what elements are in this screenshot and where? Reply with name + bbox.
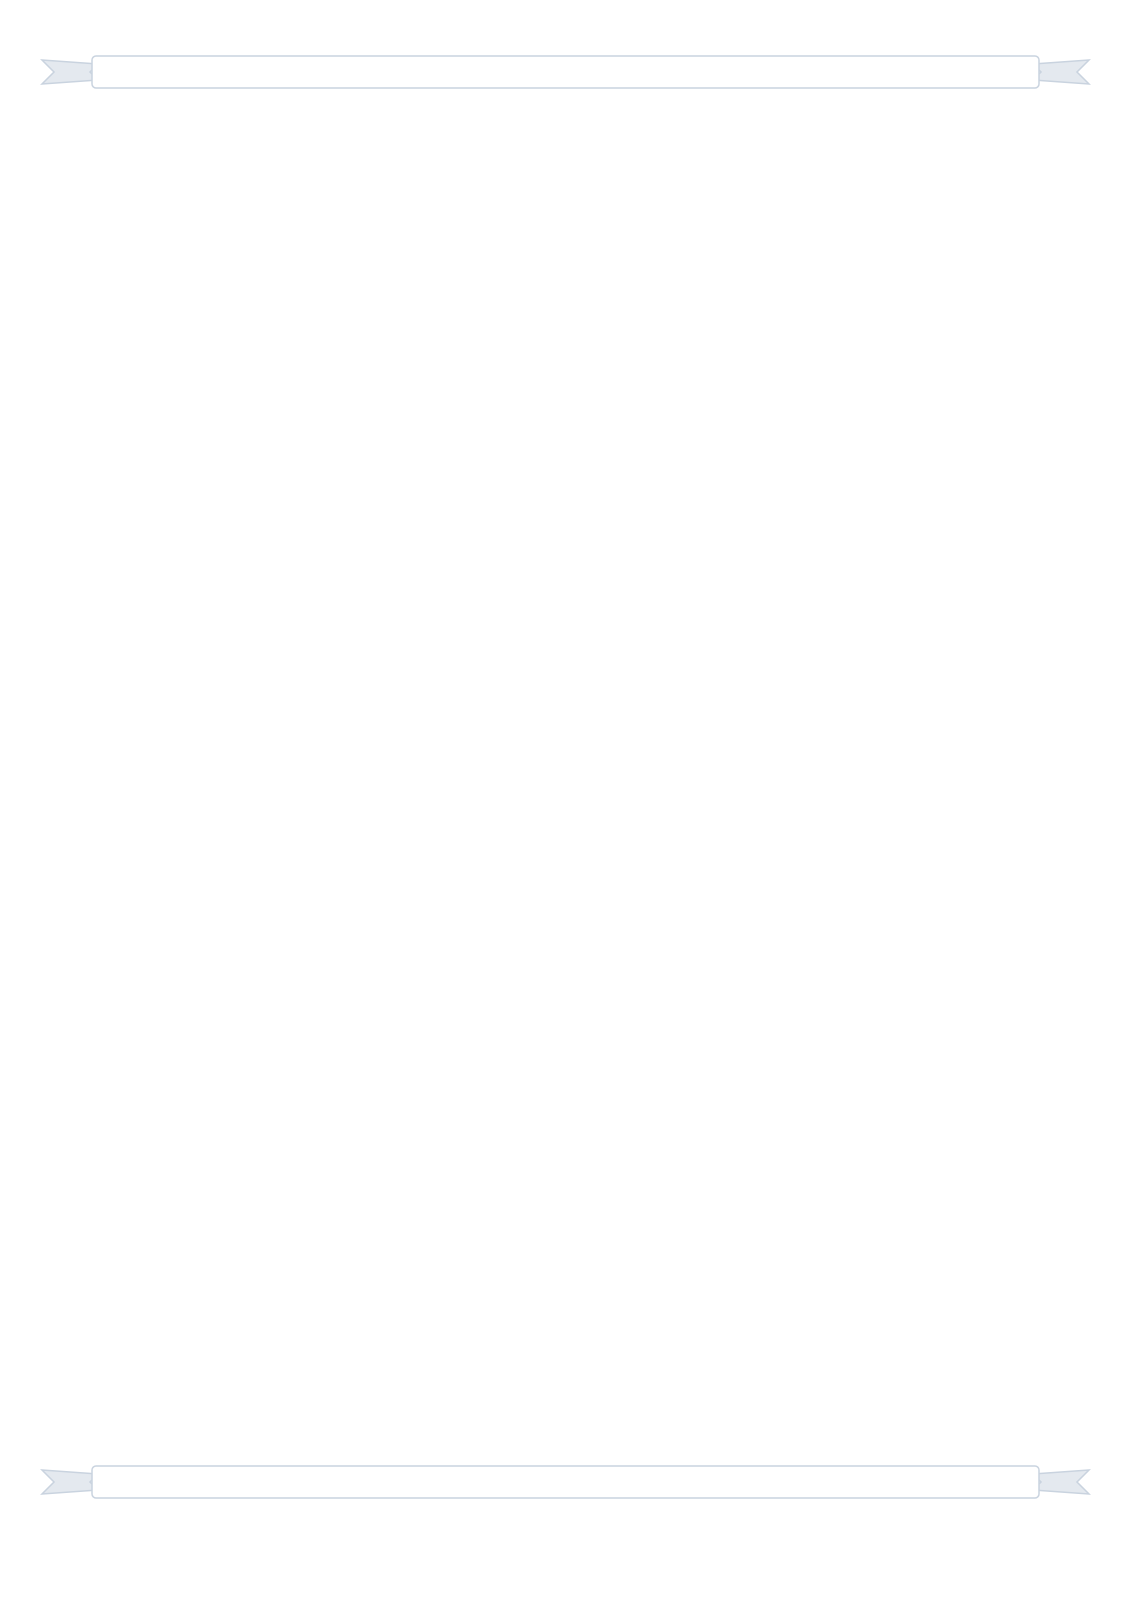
verse bbox=[137, 297, 987, 334]
top-ribbon-banner bbox=[40, 52, 1091, 92]
paragraph-1 bbox=[137, 126, 987, 163]
paragraph-4 bbox=[137, 334, 987, 371]
paragraph-2 bbox=[137, 183, 987, 220]
paragraph-3 bbox=[137, 240, 987, 277]
page-text bbox=[137, 126, 987, 391]
bottom-ribbon-banner bbox=[40, 1462, 1091, 1502]
